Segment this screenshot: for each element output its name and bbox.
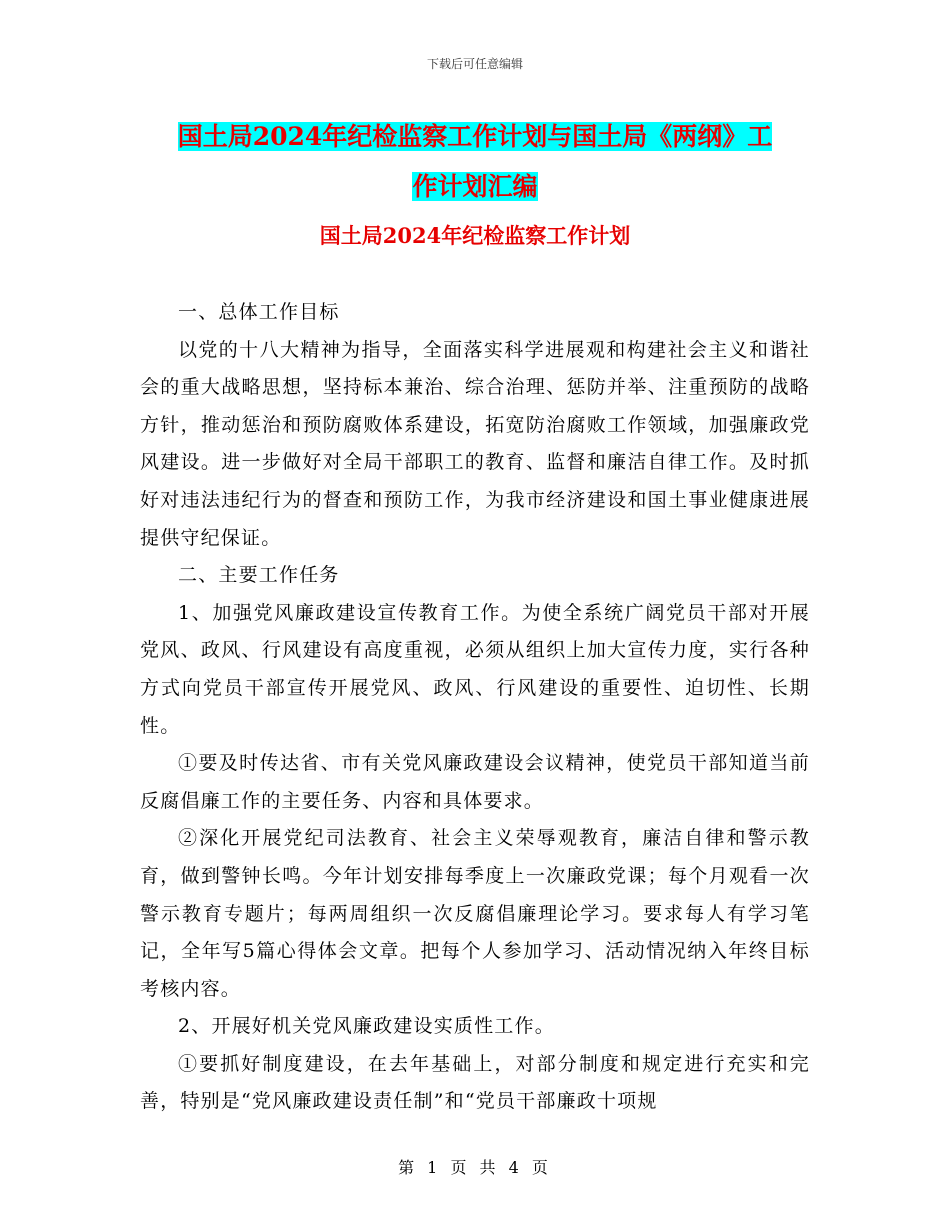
- paragraph: ①要抓好制度建设，在去年基础上，对部分制度和规定进行充实和完善，特别是“党风廉政建设责任制”和“党员干部廉政十项规: [140, 1052, 810, 1113]
- page-footer: 第 1 页 共 4 页: [398, 1158, 552, 1177]
- paragraph: 以党的十八大精神为指导，全面落实科学进展观和构建社会主义和谐社会的重大战略思想，坚持标本兼治、综合治理、惩防并举、注重预防的战略方针，推动惩治和预防腐败体系建设，拓宽防治腐败工作领域，加强廉政党风建设。进一步做好对全局干部职工的教育、监督和廉洁自律工作。及时抓好对违法违纪行为的督查和预防工作，为我市经济建设和国土事业健康进展提供守纪保证。: [140, 338, 810, 549]
- header-note: 下载后可任意编辑: [426, 57, 523, 71]
- heading-main-tasks: 二、主要工作任务: [178, 564, 340, 587]
- document-title: [140, 112, 810, 212]
- heading-overall-goal: 一、总体工作目标: [178, 301, 340, 323]
- body-text: [140, 294, 810, 1121]
- paragraph: ①要及时传达省、市有关党风廉政建设会议精神，使党员干部知道当前反腐倡廉工作的主要任务、内容和具体要求。: [140, 752, 810, 812]
- paragraph: 1、加强党风廉政建设宣传教育工作。为使全系统广阔党员干部对开展党风、政风、行风建设有高度重视，必须从组织上加大宣传力度，实行各种方式向党员干部宣传开展党风、政风、行风建设的重要性、迫切性、长期性。: [140, 601, 810, 737]
- document-title-line-1: 国土局2024年纪检监察工作计划与国土局《两纲》工: [177, 122, 773, 151]
- document-title-line-2: 作计划汇编: [412, 172, 538, 201]
- paragraph: ②深化开展党纪司法教育、社会主义荣辱观教育，廉洁自律和警示教育，做到警钟长鸣。今年计划安排每季度上一次廉政党课；每个月观看一次警示教育专题片；每两周组织一次反腐倡廉理论学习。要求每人有学习笔记，全年写5篇心得体会文章。把每个人参加学习、活动情况纳入年终目标考核内容。: [140, 827, 810, 1000]
- paragraph: 2、开展好机关党风廉政建设实质性工作。: [178, 1015, 555, 1038]
- section-title: 国土局2024年纪检监察工作计划: [319, 223, 631, 248]
